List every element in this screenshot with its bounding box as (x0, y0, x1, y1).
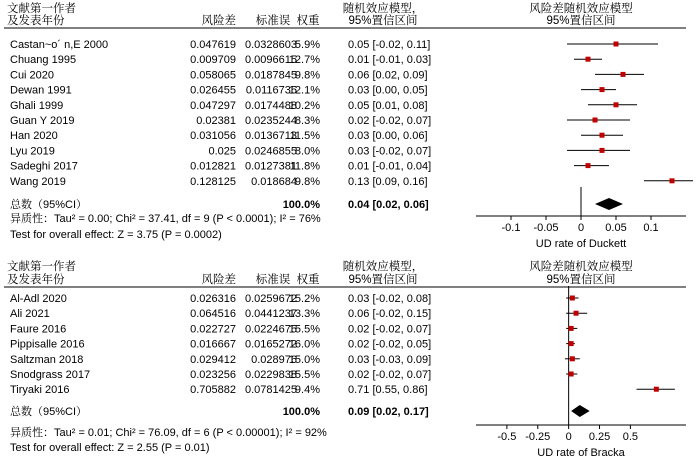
overall-effect-note: Test for overall effect: Z = 3.75 (P = 0.0002) (10, 229, 222, 241)
study-point-estimate (569, 341, 574, 346)
standard-error-value: 0.0328603 (245, 39, 297, 51)
standard-error-value: 0.0096615 (245, 54, 297, 67)
weight-value: 9.8% (294, 175, 320, 188)
risk-difference-value: 0.012821 (190, 160, 236, 173)
ci-value: 0.02 [-0.02, 0.07] (348, 323, 432, 336)
risk-difference-value: 0.064516 (190, 308, 236, 321)
standard-error-column-header: 标准误 (255, 274, 291, 286)
ci-value: 0.01 [-0.01, 0.04] (348, 160, 432, 173)
x-tick-label: 0.5 (622, 431, 639, 443)
risk-difference-value: 0.705882 (190, 384, 236, 397)
standard-error-value: 0.0165272 (245, 338, 297, 351)
study-point-estimate (600, 148, 605, 153)
study-point-estimate (593, 118, 598, 123)
study-column-header: 文献第一作者 (7, 261, 76, 273)
ci-value: 0.05 [-0.02, 0.11] (348, 39, 431, 51)
standard-error-value: 0.0441237 (245, 308, 297, 321)
total-ci-value: 0.04 [0.02, 0.06] (348, 199, 429, 211)
risk-difference-column-header: 风险差 (201, 274, 236, 286)
study-point-estimate (600, 133, 605, 138)
weight-value: 8.0% (294, 145, 320, 158)
risk-difference-value: 0.025 (208, 145, 236, 158)
weight-value: 12.7% (288, 54, 320, 67)
standard-error-value: 0.0246855 (245, 145, 297, 158)
x-tick-label: -0.05 (533, 222, 559, 234)
forest-plot-subheader: 95%置信区间 (546, 15, 616, 27)
ci-value: 0.01 [-0.01, 0.03] (348, 54, 432, 67)
ci-column-subheader: 95%置信区间 (348, 15, 418, 27)
study-name: Guan Y 2019 (10, 115, 75, 127)
x-axis-label: UD rate of Bracka (537, 447, 625, 459)
study-column-header: 文献第一作者 (7, 3, 76, 15)
total-weight: 100.0% (282, 199, 320, 211)
ci-value: 0.02 [-0.02, 0.05] (348, 338, 432, 351)
x-tick-label: 0 (565, 431, 572, 443)
ci-value: 0.03 [0.00, 0.05] (348, 84, 428, 97)
study-point-estimate (569, 326, 574, 331)
ci-column-subheader: 95%置信区间 (348, 274, 418, 286)
study-name: Al-Adl 2020 (10, 293, 67, 305)
weight-value: 13.3% (288, 308, 320, 321)
study-point-estimate (586, 163, 591, 168)
weight-value: 11.8% (289, 160, 320, 173)
study-point-estimate (570, 356, 575, 361)
risk-difference-value: 0.029412 (190, 353, 236, 366)
risk-difference-value: 0.023256 (190, 369, 236, 381)
x-tick-label: -0.25 (525, 431, 551, 443)
weight-column-header: 权重 (296, 274, 320, 286)
x-tick-label: 0 (577, 222, 585, 234)
weight-value: 15.5% (288, 323, 320, 336)
ci-column-header: 随机效应模型， (342, 3, 424, 15)
weight-value: 5.9% (294, 39, 320, 51)
weight-value: 8.3% (294, 115, 320, 127)
study-name: Chuang 1995 (10, 54, 77, 67)
study-name: Wang 2019 (10, 175, 66, 188)
weight-value: 10.2% (288, 99, 320, 112)
study-name: Dewan 1991 (10, 84, 72, 97)
risk-difference-column-header: 风险差 (201, 15, 236, 27)
ci-value: 0.06 [-0.02, 0.15] (348, 308, 432, 321)
study-point-estimate (570, 296, 575, 301)
study-name: Pippisalle 2016 (10, 338, 85, 351)
study-point-estimate (600, 87, 605, 92)
study-point-estimate (569, 372, 574, 377)
weight-value: 16.0% (288, 338, 320, 351)
risk-difference-value: 0.128125 (190, 175, 236, 188)
x-axis-label: UD rate of Duckett (535, 238, 627, 250)
weight-value: 9.4% (294, 384, 320, 397)
ci-value: 0.02 [-0.02, 0.07] (348, 369, 432, 381)
study-name: Faure 2016 (10, 323, 67, 336)
study-name: Tiryaki 2016 (10, 384, 70, 397)
heterogeneity-note: 异质性：Tau² = 0.00; Chi² = 37.41, df = 9 (P < 0.0001); I² = 76% (10, 213, 321, 225)
weight-value: 15.2% (288, 293, 320, 305)
x-tick-label: 0.25 (588, 431, 611, 443)
ci-column-header: 随机效应模型， (342, 261, 424, 273)
total-ci-value: 0.09 [0.02, 0.17] (348, 406, 429, 418)
forest-plot-header: 风险差随机效应模型 (529, 3, 633, 15)
risk-difference-value: 0.031056 (190, 130, 236, 143)
study-point-estimate (614, 102, 619, 107)
study-point-estimate (614, 42, 619, 47)
study-column-subheader: 及发表年份 (7, 15, 65, 27)
risk-difference-value: 0.009709 (190, 54, 236, 67)
study-point-estimate (621, 72, 626, 77)
standard-error-value: 0.0235244 (245, 115, 297, 127)
risk-difference-value: 0.022727 (190, 323, 236, 336)
risk-difference-value: 0.026316 (190, 293, 236, 305)
standard-error-value: 0.0127381 (245, 160, 297, 173)
risk-difference-value: 0.02381 (196, 115, 236, 127)
weight-value: 11.5% (289, 130, 320, 143)
x-tick-label: 0.1 (643, 222, 659, 234)
ci-value: 0.03 [0.00, 0.06] (348, 130, 428, 143)
standard-error-value: 0.028976 (251, 353, 297, 366)
study-point-estimate (670, 178, 675, 183)
study-name: Cui 2020 (10, 69, 55, 82)
standard-error-value: 0.0136713 (245, 130, 297, 143)
x-tick-label: -0.1 (501, 222, 521, 234)
study-name: Lyu 2019 (10, 145, 55, 158)
ci-value: 0.71 [0.55, 0.86] (348, 384, 428, 397)
weight-value: 12.1% (288, 84, 320, 97)
study-name: Sadeghi 2017 (10, 160, 78, 173)
x-tick-label: 0.05 (605, 222, 627, 234)
standard-error-value: 0.0116735 (245, 84, 297, 97)
study-point-estimate (574, 311, 579, 316)
study-point-estimate (654, 387, 659, 392)
x-tick-label: -0.5 (497, 431, 517, 443)
standard-error-value: 0.0781425 (245, 384, 297, 397)
standard-error-value: 0.0174488 (245, 99, 297, 112)
overall-effect-note: Test for overall effect: Z = 2.55 (P = 0.01) (10, 442, 210, 454)
study-name: Castan~o´ n,E 2000 (10, 39, 109, 51)
standard-error-column-header: 标准误 (255, 15, 291, 27)
total-weight: 100.0% (282, 406, 320, 418)
total-label: 总数（95%CI） (10, 406, 88, 418)
weight-value: 15.5% (288, 369, 320, 381)
ci-value: 0.06 [0.02, 0.09] (348, 69, 428, 82)
forest-plot-header: 风险差随机效应模型 (529, 261, 633, 273)
forest-plot-subheader: 95%置信区间 (546, 274, 616, 286)
weight-value: 15.0% (288, 353, 320, 366)
pooled-estimate-diamond (595, 198, 623, 210)
standard-error-value: 0.0259672 (245, 293, 297, 305)
study-name: Saltzman 2018 (10, 353, 84, 366)
ci-value: 0.05 [0.01, 0.08] (348, 99, 428, 112)
ci-value: 0.03 [-0.02, 0.07] (348, 145, 432, 158)
weight-value: 9.8% (294, 69, 320, 82)
risk-difference-value: 0.026455 (190, 84, 236, 97)
heterogeneity-note: 异质性：Tau² = 0.01; Chi² = 76.09, df = 6 (P < 0.00001); I² = 92% (10, 427, 327, 439)
risk-difference-value: 0.047297 (190, 99, 236, 112)
risk-difference-value: 0.016667 (190, 338, 236, 351)
ci-value: 0.03 [-0.03, 0.09] (348, 353, 432, 366)
study-point-estimate (586, 57, 591, 62)
standard-error-value: 0.018684 (251, 175, 297, 188)
risk-difference-value: 0.058065 (190, 69, 236, 82)
ci-value: 0.02 [-0.02, 0.07] (348, 115, 432, 127)
study-name: Han 2020 (10, 130, 58, 143)
study-column-subheader: 及发表年份 (7, 274, 65, 286)
weight-column-header: 权重 (296, 15, 320, 27)
total-label: 总数（95%CI） (10, 199, 88, 211)
study-name: Snodgrass 2017 (10, 369, 91, 381)
ci-value: 0.13 [0.09, 0.16] (348, 175, 428, 188)
ci-value: 0.03 [-0.02, 0.08] (348, 293, 432, 305)
standard-error-value: 0.0187845 (245, 69, 297, 82)
risk-difference-value: 0.047619 (190, 39, 236, 51)
standard-error-value: 0.0229838 (245, 369, 297, 381)
standard-error-value: 0.0224675 (245, 323, 297, 336)
study-name: Ghali 1999 (10, 99, 64, 112)
pooled-estimate-diamond (571, 405, 590, 417)
study-name: Ali 2021 (10, 308, 50, 321)
